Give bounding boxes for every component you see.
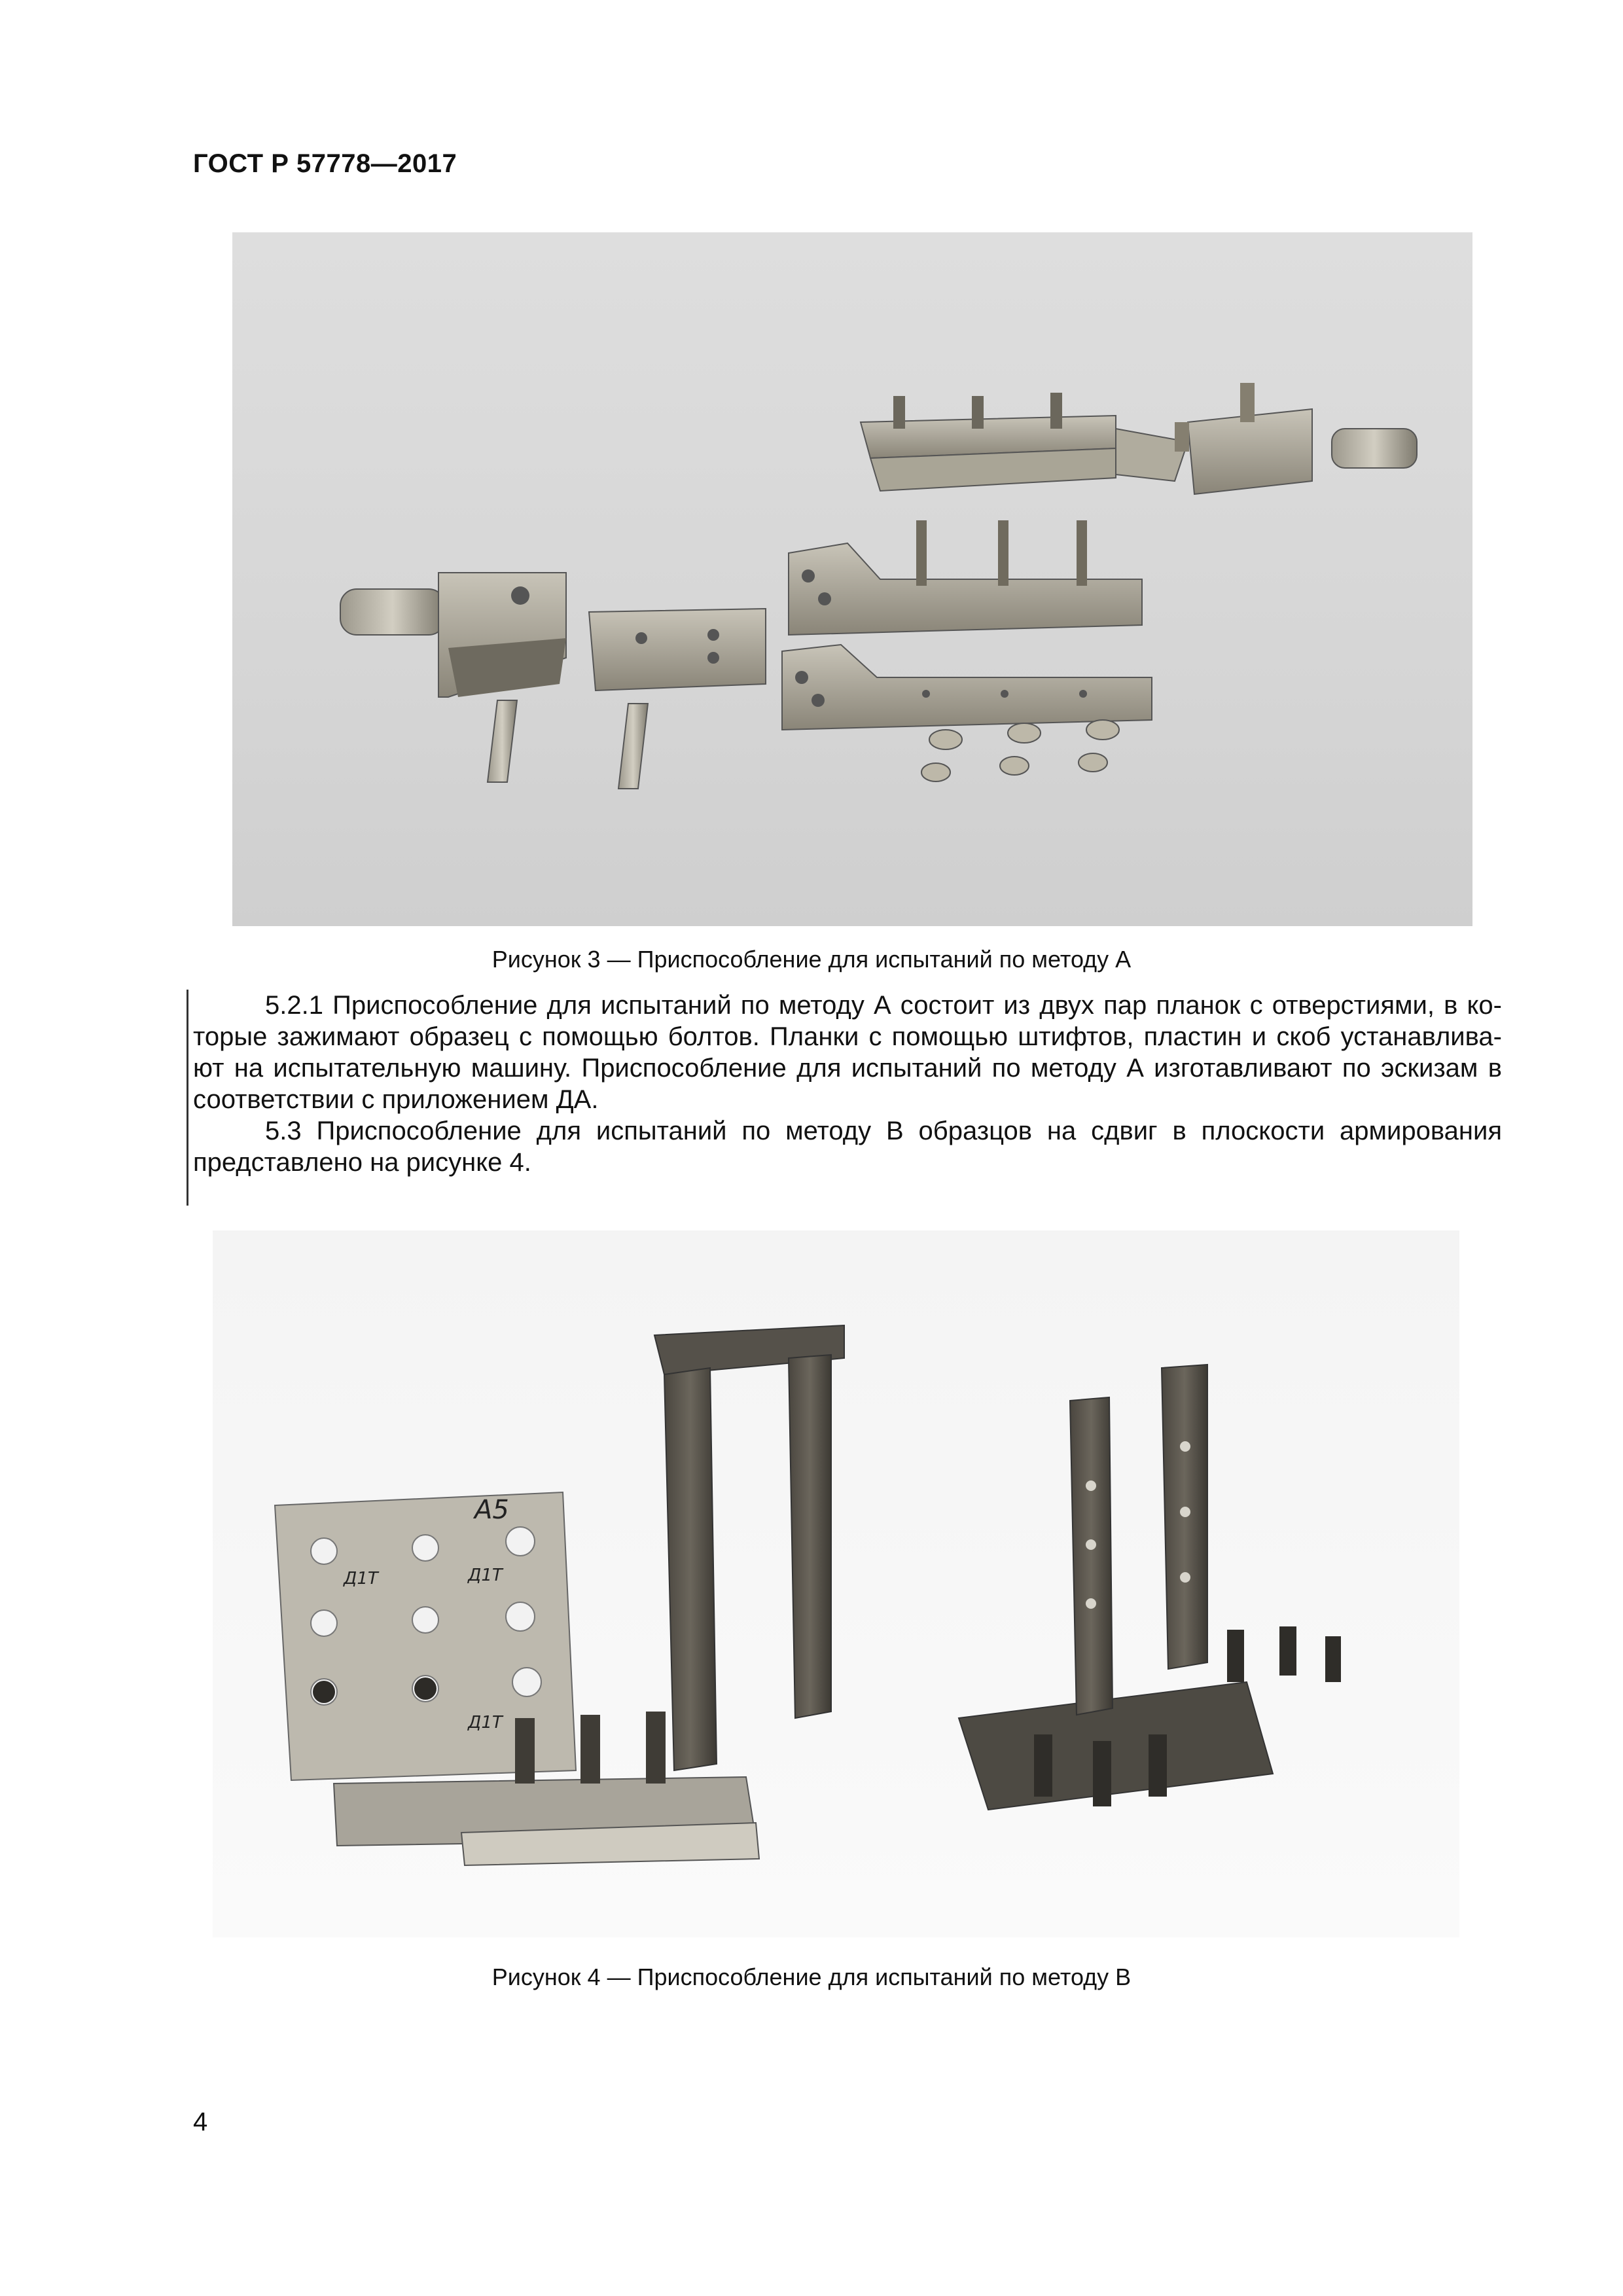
specimen-mark: А5 (474, 1495, 509, 1525)
body-text (193, 990, 1502, 1178)
figure-4-photo (213, 1230, 1459, 1937)
page-number: 4 (193, 2108, 208, 2136)
text-line: 5.3 Приспособление для испытаний по методу В образцов на сдвиг в плоскости армирования (265, 1117, 1502, 1145)
specimen-mark: Д1Т (468, 1713, 503, 1732)
change-bar (187, 990, 188, 1206)
text-line: ют на испытательную машину. Приспособление для испытаний по методу А изготавливают по эскизам (193, 1054, 1478, 1083)
specimen-mark: Д1Т (344, 1569, 378, 1588)
text-line: в соответствии с приложением ДА. (193, 1054, 1502, 1114)
paragraph-5-3 (193, 1115, 1502, 1178)
figure-3-photo (232, 232, 1472, 926)
specimen-mark: Д1Т (468, 1566, 503, 1585)
text-line: 5.2.1 Приспособление для испытаний по методу А состоит из двух пар планок с отверстиями, в ко- (265, 991, 1502, 1020)
text-line: торые зажимают образец с помощью болтов. Планки с помощью штифтов, пластин и скоб устанавлива- (193, 1022, 1502, 1051)
figure-4-caption: Рисунок 4 — Приспособление для испытаний по методу В (491, 1964, 1132, 1990)
text-line: представлено на рисунке 4. (193, 1148, 531, 1177)
paragraph-5-2-1 (193, 990, 1502, 1115)
figure-3-caption: Рисунок 3 — Приспособление для испытаний по методу А (491, 946, 1132, 973)
document-number: ГОСТ Р 57778—2017 (193, 149, 457, 178)
